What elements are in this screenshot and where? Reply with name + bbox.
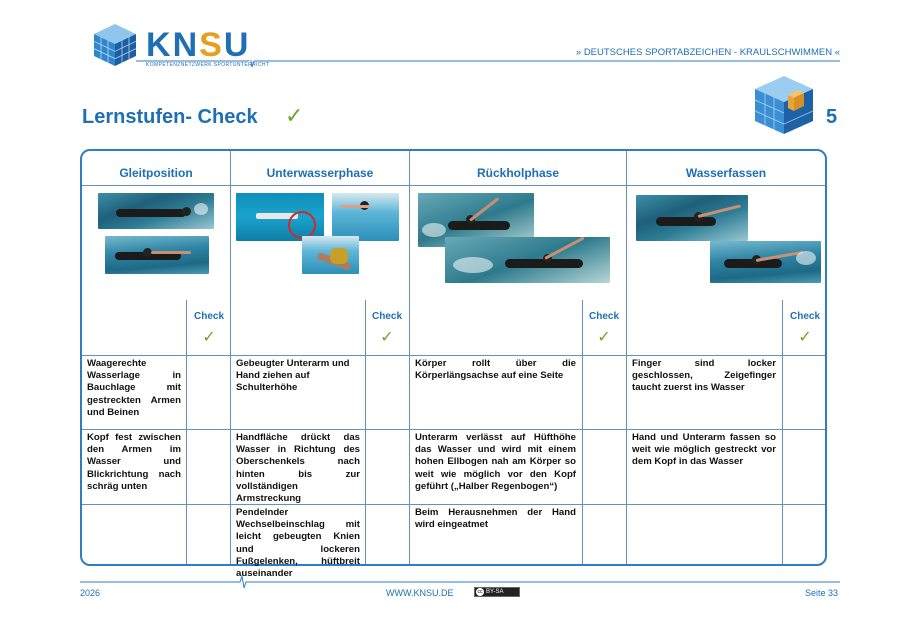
title-check-icon: ✓: [285, 103, 304, 128]
column-heading-wasserfassen: Wasserfassen: [685, 166, 767, 180]
criterion-rueckholphase-2: Unterarm verlässt auf Hüfthöhe das Wasser und wird mit einem hohen Ellbogen nah am Körper so weit wie möglich vor den Kopf geführt („Halber Regenbogen“): [415, 432, 576, 492]
photo-wasserfassen-1: [636, 195, 748, 241]
logo-subtitle: KOMPETENZNETZWERK SPORTUNTERRICHT: [146, 62, 270, 68]
page-number: 5: [826, 106, 838, 128]
cc-icon: cc: [477, 589, 483, 595]
photo-rueckholphase-2: [445, 237, 610, 283]
footer-url-link[interactable]: WWW.KNSU.DE: [386, 588, 454, 598]
lernstufe-cube-icon: [752, 73, 816, 137]
row-divider: [82, 185, 825, 186]
column-divider: [230, 151, 231, 564]
row-divider: [82, 355, 825, 356]
criterion-wasserfassen-2: Hand und Unterarm fassen so weit wie möglich gestreckt vor dem Kopf in das Wasser: [632, 432, 776, 468]
series-title: » DEUTSCHES SPORTABZEICHEN - KRAULSCHWIMMEN «: [575, 47, 840, 58]
check-label-wasserfassen: Check: [789, 311, 820, 322]
knsu-logo-cube-icon: [92, 22, 138, 68]
header-divider-line: [136, 60, 840, 100]
photo-wasserfassen-2: [710, 241, 821, 283]
criterion-gleitposition-1: Waagerechte Wasserlage in Bauchlage mit gestreckten Armen und Beinen: [87, 358, 181, 418]
check-mark-icon: ✓: [597, 329, 611, 346]
column-heading-gleitposition: Gleitposition: [119, 166, 193, 180]
check-label-rueckholphase: Check: [588, 311, 619, 322]
footer-year: 2026: [80, 588, 101, 598]
photo-unterwasserphase-2: [332, 193, 399, 241]
column-heading-rueckholphase: Rückholphase: [476, 166, 560, 180]
photo-gleitposition-2: [105, 236, 209, 274]
check-mark-icon: ✓: [202, 329, 216, 346]
check-mark-icon: ✓: [380, 329, 394, 346]
license-text: BY-SA: [486, 589, 504, 595]
criterion-wasserfassen-1: Finger sind locker geschlossen, Zeigefinger taucht zuerst ins Wasser: [632, 358, 776, 394]
logo-text: KNSU: [146, 26, 251, 64]
criterion-rueckholphase-3: Beim Herausnehmen der Hand wird eingeatmet: [415, 507, 576, 531]
criterion-unterwasserphase-2: Handfläche drückt das Wasser in Richtung des Oberschenkels nach hinten bis zur vollständigen Armstreckung: [236, 432, 360, 505]
footer-divider-line: [80, 572, 840, 592]
column-heading-unterwasserphase: Unterwasserphase: [266, 166, 374, 180]
check-label-unterwasserphase: Check: [371, 311, 402, 322]
cc-license-badge[interactable]: [474, 587, 520, 597]
column-divider: [409, 151, 410, 564]
row-divider: [82, 504, 825, 505]
criterion-gleitposition-2: Kopf fest zwischen den Armen im Wasser und Blickrichtung nach schräg unten: [87, 432, 181, 492]
criterion-unterwasserphase-3: Pendelnder Wechselbeinschlag mit leicht gebeugten Knien und lockeren Fußgelenken, hüftbreit auseinander: [236, 507, 360, 580]
criterion-unterwasserphase-1: Gebeugter Unterarm und Hand ziehen auf Schulterhöhe: [236, 358, 350, 394]
photo-unterwasserphase-3: [302, 236, 359, 274]
criterion-rueckholphase-1: Körper rollt über die Körperlängsachse auf eine Seite: [415, 358, 576, 382]
page-title: Lernstufen- Check: [82, 106, 258, 128]
row-divider: [82, 429, 825, 430]
check-label-gleitposition: Check: [193, 311, 224, 322]
column-divider: [626, 151, 627, 564]
photo-unterwasserphase-1: [236, 193, 324, 241]
check-mark-icon: ✓: [798, 329, 812, 346]
photo-gleitposition-1: [98, 193, 214, 229]
footer-page-label: Seite 33: [804, 588, 838, 598]
